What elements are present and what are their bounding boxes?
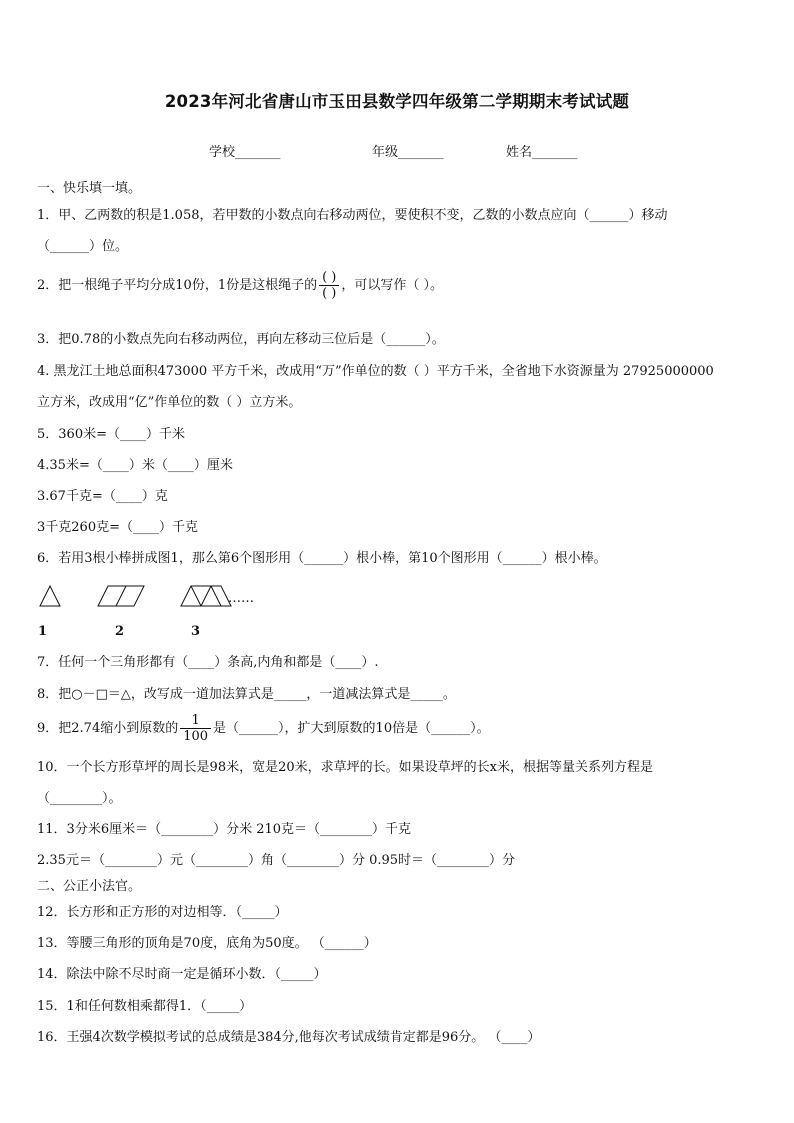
question-16: 16．王强4次数学模拟考试的总成绩是384分,他每次考试成绩肯定都是96分。 （____） <box>37 1030 541 1045</box>
figure-label-1: 1 <box>38 624 48 639</box>
fraction-blank <box>319 270 339 301</box>
question-11-line-1: 11．3分米6厘米＝（________）分米 210克＝（________）千克 <box>37 822 412 837</box>
figure-3-triangles <box>181 586 231 606</box>
question-5-a: 5．360米=（____）千米 <box>37 427 185 442</box>
question-1-line-2: （______）位。 <box>37 239 129 254</box>
question-7: 7．任何一个三角形都有（____）条高,内角和都是（____）. <box>37 655 379 670</box>
grade-field: 年级_______ <box>372 145 444 160</box>
figure-2-parallelogram <box>98 586 144 606</box>
question-5-b: 4.35米=（____）米（____）厘米 <box>37 458 233 473</box>
question-9-text: 9．把2.74缩小到原数的 <box>37 721 179 736</box>
question-5-c: 3.67千克=（____）克 <box>37 489 168 504</box>
question-12: 12．长方形和正方形的对边相等．（_____） <box>37 905 288 920</box>
name-field: 姓名_______ <box>506 145 578 160</box>
fraction-numerator: 1 <box>180 713 211 729</box>
question-13: 13．等腰三角形的顶角是70度，底角为50度。 （______） <box>37 936 377 951</box>
question-15: 15．1和任何数相乘都得1．（_____） <box>37 999 253 1014</box>
question-9-tail: 是（______），扩大到原数的10倍是（______）。 <box>213 721 490 736</box>
figure-label-2: 2 <box>115 624 125 639</box>
question-2-text: 2．把一根绳子平均分成10份，1份是这根绳子的 <box>37 278 318 293</box>
question-10-line-1: 10．一个长方形草坪的周长是98米，宽是20米，求草坪的长。如果设草坪的长x米，根据等量关系列方程是 <box>37 760 653 775</box>
question-4-line-1: 4. 黑龙江土地总面积473000 平方千米，改成用“万”作单位的数（ ）平方千米，全省地下水资源量为 27925000000 <box>37 364 714 379</box>
question-4-line-2: 立方米，改成用“亿”作单位的数（ ）立方米。 <box>37 395 302 410</box>
question-2 <box>37 270 443 301</box>
question-1-line-1: 1．甲、乙两数的积是1.058，若甲数的小数点向右移动两位，要使积不变，乙数的小数点应向（______）移动 <box>37 208 668 223</box>
fraction-one-hundredth <box>180 713 211 744</box>
question-6: 6．若用3根小棒拼成图1，那么第6个图形用（______）根小棒，第10个图形用（______）根小棒。 <box>37 551 607 566</box>
section-heading-2: 二、公正小法官。 <box>37 879 142 894</box>
figure-ellipsis: …… <box>228 591 254 606</box>
question-2-tail: ，可以写作（ ）。 <box>341 278 444 293</box>
fraction-denominator: ( ) <box>322 286 337 301</box>
triangle-stick-figures <box>37 583 237 609</box>
question-8: 8．把○－□＝△，改写成一道加法算式是_____，一道减法算式是_____。 <box>37 687 456 702</box>
question-9 <box>37 713 490 744</box>
fraction-denominator: 100 <box>183 729 209 744</box>
question-3: 3．把0.78的小数点先向右移动两位，再向左移动三位后是（______）。 <box>37 332 445 347</box>
figure-label-3: 3 <box>191 624 201 639</box>
question-10-line-2: （________）。 <box>37 791 122 806</box>
section-heading-1: 一、快乐填一填。 <box>37 181 142 196</box>
question-11-line-2: 2.35元＝（________）元（________）角（________）分 0.95时＝（________）分 <box>37 853 516 868</box>
fraction-numerator: ( ) <box>319 270 339 286</box>
question-5-d: 3千克260克=（____）千克 <box>37 520 198 535</box>
school-field: 学校_______ <box>209 145 281 160</box>
question-14: 14．除法中除不尽时商一定是循环小数．（_____） <box>37 967 327 982</box>
figure-1-triangle <box>40 586 60 606</box>
page-title: 2023年河北省唐山市玉田县数学四年级第二学期期末考试试题 <box>164 92 630 111</box>
